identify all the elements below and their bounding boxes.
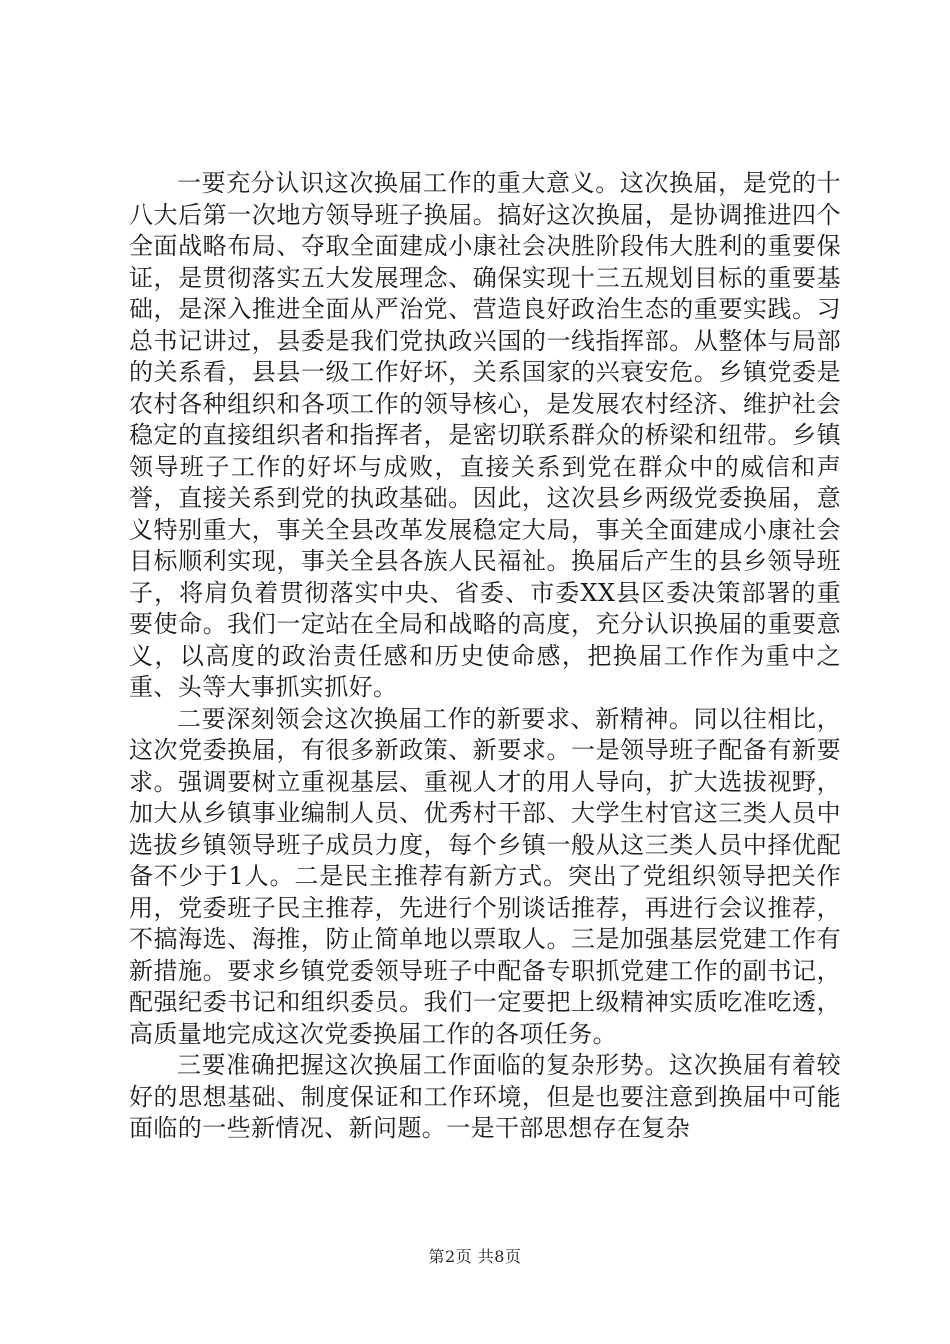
page-number-footer: 第2页 共8页: [428, 1247, 522, 1266]
paragraph-3: 三要准确把握这次换届工作面临的复杂形势。这次换届有着较好的思想基础、制度保证和工作环境，但是也要注意到换届中可能面临的一些新情况、新问题。一是干部思想存在复杂: [129, 1051, 841, 1142]
paragraph-1: 一要充分认识这次换届工作的重大意义。这次换届，是党的十八大后第一次地方领导班子换届。搞好这次换届，是协调推进四个全面战略布局、夺取全面建成小康社会决胜阶段伟大胜利的重要保证，是贯彻落实五大发展理念、确保实现十三五规划目标的重要基础，是深入推进全面从严治党、营造良好政治生态的重要实践。习总书记讲过，县委是我们党执政兴国的一线指挥部。从整体与局部的关系看，县县一级工作好坏，关系国家的兴衰安危。乡镇党委是农村各种组织和各项工作的领导核心，是发展农村经济、维护社会稳定的直接组织者和指挥者，是密切联系群众的桥梁和纽带。乡镇领导班子工作的好坏与成败，直接关系到党在群众中的威信和声誉，直接关系到党的执政基础。因此，这次县乡两级党委换届，意义特别重大，事关全县改革发展稳定大局，事关全面建成小康社会目标顺利实现，事关全县各族人民福祉。换届后产生的县乡领导班子，将肩负着贯彻落实中央、省委、市委XX县区委决策部署的重要使命。我们一定站在全局和战略的高度，充分认识换届的重要意义，以高度的政治责任感和历史使命感，把换届工作作为重中之重、头等大事抓实抓好。: [129, 169, 841, 701]
document-body: [129, 168, 841, 1145]
paragraph-2: 二要深刻领会这次换届工作的新要求、新精神。同以往相比，这次党委换届，有很多新政策、新要求。一是领导班子配备有新要求。强调要树立重视基层、重视人才的用人导向，扩大选拔视野，加大从乡镇事业编制人员、优秀村干部、大学生村官这三类人员中选拔乡镇领导班子成员力度，每个乡镇一般从这三类人员中择优配备不少于1人。二是民主推荐有新方式。突出了党组织领导把关作用，党委班子民主推荐，先进行个别谈话推荐，再进行会议推荐，不搞海选、海推，防止简单地以票取人。三是加强基层党建工作有新措施。要求乡镇党委领导班子中配备专职抓党建工作的副书记，配强纪委书记和组织委员。我们一定要把上级精神实质吃准吃透，高质量地完成这次党委换届工作的各项任务。: [129, 704, 841, 1048]
